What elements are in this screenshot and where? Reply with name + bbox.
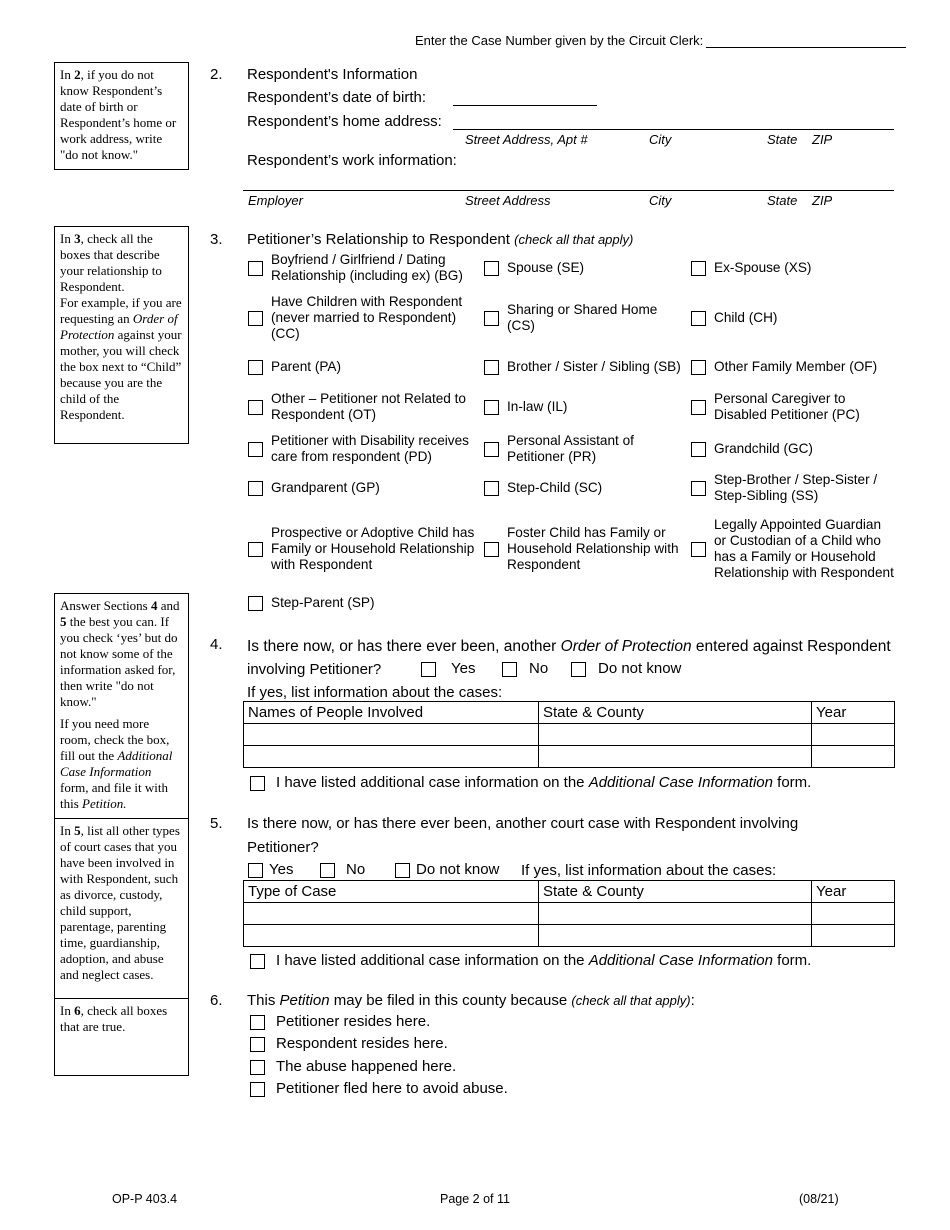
section-5-cases-table xyxy=(243,880,895,947)
section-2-number: 2. xyxy=(210,66,223,83)
section-5-number: 5. xyxy=(210,815,223,832)
section-4-yes[interactable]: Yes xyxy=(421,661,475,677)
checkbox[interactable] xyxy=(248,596,263,611)
section-4-cases-table xyxy=(243,701,895,768)
table-row[interactable] xyxy=(244,925,895,947)
checkbox[interactable] xyxy=(248,481,263,496)
section-5-no[interactable]: No xyxy=(320,862,365,878)
checkbox[interactable] xyxy=(571,662,586,677)
relationship-option-foster-child[interactable]: Foster Child has Family or Household Relationship with Respondent xyxy=(484,525,684,573)
section-4-do-not-know[interactable]: Do not know xyxy=(571,661,681,677)
section-4-question-line2: involving Petitioner? xyxy=(247,661,382,678)
table-header-row xyxy=(244,702,895,724)
checkbox[interactable] xyxy=(248,400,263,415)
checkbox[interactable] xyxy=(395,863,410,878)
section-4-no[interactable]: No xyxy=(502,661,548,677)
venue-option-abuse-happened[interactable]: The abuse happened here. xyxy=(250,1059,456,1075)
home-state-caption: State xyxy=(767,132,798,147)
table-header: State & County xyxy=(539,702,812,724)
work-zip-caption: ZIP xyxy=(812,193,833,208)
checkbox[interactable] xyxy=(484,542,499,557)
section-5-do-not-know[interactable]: Do not know xyxy=(395,862,499,878)
relationship-option-pc[interactable]: Personal Caregiver to Disabled Petitioner (PC) xyxy=(691,391,896,423)
relationship-option-cs[interactable]: Sharing or Shared Home (CS) xyxy=(484,302,684,334)
relationship-option-adoptive-child[interactable]: Prospective or Adoptive Child has Family or Household Relationship with Respondent xyxy=(248,525,478,573)
venue-option-petitioner-resides[interactable]: Petitioner resides here. xyxy=(250,1014,430,1030)
section-5-list-label: If yes, list information about the cases: xyxy=(521,862,777,879)
relationship-option-sc[interactable]: Step-Child (SC) xyxy=(484,480,684,496)
case-number-blank[interactable] xyxy=(706,36,906,48)
table-row[interactable] xyxy=(244,746,895,768)
checkbox[interactable] xyxy=(691,261,706,276)
checkbox[interactable] xyxy=(484,481,499,496)
checkbox[interactable] xyxy=(691,400,706,415)
checkbox[interactable] xyxy=(250,954,265,969)
checkbox[interactable] xyxy=(248,360,263,375)
checkbox[interactable] xyxy=(484,261,499,276)
checkbox[interactable] xyxy=(248,542,263,557)
checkbox[interactable] xyxy=(248,442,263,457)
checkbox[interactable] xyxy=(248,863,263,878)
home-address-label: Respondent’s home address: xyxy=(247,113,442,130)
home-address-field[interactable] xyxy=(453,129,894,130)
checkbox[interactable] xyxy=(502,662,517,677)
checkbox[interactable] xyxy=(421,662,436,677)
section-5-yes[interactable]: Yes xyxy=(248,862,293,878)
relationship-option-il[interactable]: In-law (IL) xyxy=(484,399,684,415)
home-city-caption: City xyxy=(649,132,672,147)
checkbox[interactable] xyxy=(320,863,335,878)
section-6-number: 6. xyxy=(210,992,223,1009)
checkbox[interactable] xyxy=(691,542,706,557)
sidenote-sections-4-6: Answer Sections 4 and 5 the best you can. If you check ‘yes’ but do not know some of the information asked for, then write "do not know." If you need more room, check the box, fill out the Additional Case Information form, and file it with this Petition. In 5, list all other types of court cases that you have been involved in with Respondent, such as divorce, custody, child support, parentage, parenting time, guardianship, adoption, and abuse and neglect cases. In 6, check all boxes that are true. xyxy=(54,593,189,1076)
venue-option-respondent-resides[interactable]: Respondent resides here. xyxy=(250,1036,448,1052)
checkbox[interactable] xyxy=(250,1060,265,1075)
relationship-option-se[interactable]: Spouse (SE) xyxy=(484,252,684,284)
relationship-option-ch[interactable]: Child (CH) xyxy=(691,310,896,326)
checkbox[interactable] xyxy=(250,1037,265,1052)
relationship-option-pd[interactable]: Petitioner with Disability receives care from respondent (PD) xyxy=(248,433,478,465)
section-5-question: Is there now, or has there ever been, another court case with Respondent involving xyxy=(247,815,799,832)
table-row[interactable] xyxy=(244,903,895,925)
relationship-option-cc[interactable]: Have Children with Respondent (never married to Respondent) (CC) xyxy=(248,294,478,342)
table-header: Names of People Involved xyxy=(244,702,539,724)
section-4-number: 4. xyxy=(210,636,223,653)
section-4-list-label: If yes, list information about the cases: xyxy=(247,684,503,701)
table-row[interactable] xyxy=(244,724,895,746)
table-header-row xyxy=(244,881,895,903)
section-4-additional-info[interactable]: I have listed additional case information on the Additional Case Information form. xyxy=(250,775,811,791)
section-3-number: 3. xyxy=(210,231,223,248)
footer-revision: (08/21) xyxy=(799,1192,839,1206)
relationship-option-sp[interactable]: Step-Parent (SP) xyxy=(248,595,478,611)
footer-page-number: Page 2 of 11 xyxy=(440,1192,510,1206)
checkbox[interactable] xyxy=(248,311,263,326)
section-4-question: Is there now, or has there ever been, another Order of Protection entered against Respondent xyxy=(247,638,891,655)
table-header: State & County xyxy=(539,881,812,903)
section-5-additional-info[interactable]: I have listed additional case information on the Additional Case Information form. xyxy=(250,953,811,969)
work-city-caption: City xyxy=(649,193,672,208)
section-3-title: Petitioner’s Relationship to Respondent (check all that apply) xyxy=(247,231,634,248)
table-header: Year xyxy=(812,881,895,903)
relationship-option-pr[interactable]: Personal Assistant of Petitioner (PR) xyxy=(484,433,684,465)
relationship-option-bg[interactable]: Boyfriend / Girlfriend / Dating Relationship (including ex) (BG) xyxy=(248,252,478,284)
table-header: Year xyxy=(812,702,895,724)
dob-field[interactable] xyxy=(453,105,597,106)
dob-label: Respondent’s date of birth: xyxy=(247,89,427,106)
work-info-field[interactable] xyxy=(243,190,894,191)
table-header: Type of Case xyxy=(244,881,539,903)
section-5-question-line2: Petitioner? xyxy=(247,839,319,856)
case-number-label: Enter the Case Number given by the Circuit Clerk: xyxy=(415,33,704,48)
checkbox[interactable] xyxy=(484,360,499,375)
relationship-option-legal-guardian[interactable]: Legally Appointed Guardian or Custodian of a Child who has a Family or Household Relationship with Respondent xyxy=(691,509,896,589)
relationship-option-gp[interactable]: Grandparent (GP) xyxy=(248,480,478,496)
checkbox[interactable] xyxy=(484,311,499,326)
relationship-option-ot[interactable]: Other – Petitioner not Related to Respondent (OT) xyxy=(248,391,478,423)
work-employer-caption: Employer xyxy=(248,193,303,208)
sidenote-section-3: In 3, check all the boxes that describe your relationship to Respondent. For example, if you are requesting an Order of Protection against your mother, you will check the box next to “Child” because you are the child of the Respondent. xyxy=(54,226,189,444)
checkbox[interactable] xyxy=(484,442,499,457)
checkbox[interactable] xyxy=(691,311,706,326)
relationship-option-of[interactable]: Other Family Member (OF) xyxy=(691,359,896,375)
work-street-caption: Street Address xyxy=(465,193,551,208)
venue-option-petitioner-fled[interactable]: Petitioner fled here to avoid abuse. xyxy=(250,1081,508,1097)
home-zip-caption: ZIP xyxy=(812,132,833,147)
checkbox[interactable] xyxy=(248,261,263,276)
work-state-caption: State xyxy=(767,193,798,208)
relationship-option-sb[interactable]: Brother / Sister / Sibling (SB) xyxy=(484,351,684,383)
checkbox[interactable] xyxy=(250,776,265,791)
relationship-option-xs[interactable]: Ex-Spouse (XS) xyxy=(691,252,896,284)
section-2-title: Respondent's Information xyxy=(247,66,418,83)
checkbox[interactable] xyxy=(484,400,499,415)
relationship-option-ss[interactable]: Step-Brother / Step-Sister / Step-Sibling (SS) xyxy=(691,472,896,504)
checkbox[interactable] xyxy=(691,442,706,457)
work-info-label: Respondent’s work information: xyxy=(247,152,457,169)
sidenote-section-2: In 2, if you do not know Respondent’s date of birth or Respondent’s home or work address, write "do not know." xyxy=(54,62,189,170)
checkbox[interactable] xyxy=(250,1015,265,1030)
relationship-option-gc[interactable]: Grandchild (GC) xyxy=(691,441,896,457)
home-street-caption: Street Address, Apt # xyxy=(465,132,588,147)
case-number-line xyxy=(415,33,906,48)
checkbox[interactable] xyxy=(691,360,706,375)
footer-form-id: OP-P 403.4 xyxy=(112,1192,178,1206)
checkbox[interactable] xyxy=(691,481,706,496)
relationship-option-pa[interactable]: Parent (PA) xyxy=(248,359,478,375)
section-6-question: This Petition may be filed in this county because (check all that apply): xyxy=(247,992,695,1009)
checkbox[interactable] xyxy=(250,1082,265,1097)
